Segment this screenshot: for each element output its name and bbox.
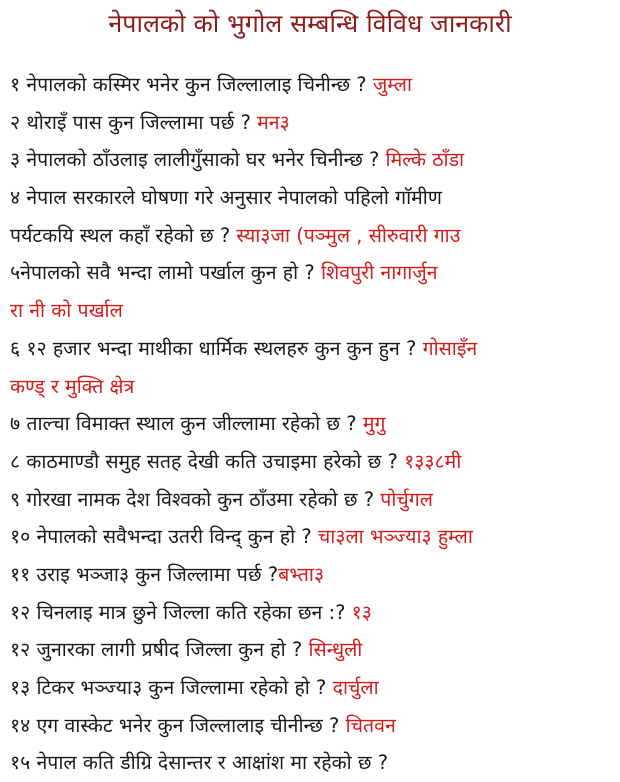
question-text: २ थोराइँ पास कुन जिल्लामा पर्छ ?	[10, 110, 258, 134]
question-text: ८ काठमाण्डौ समुह सतह देखी कति उचाइमा हरेको छ ?	[10, 449, 405, 473]
question-list	[10, 66, 616, 782]
list-item	[10, 669, 616, 707]
answer-text: बभ्ता३	[278, 562, 325, 586]
list-item	[10, 631, 616, 669]
answer-text: चा३ला भञ्ज्या३ हुम्ला	[317, 525, 473, 549]
question-text: १५ नेपाल कति डीग्रि देसान्तर र आक्षांश मा रहेको छ ?	[10, 751, 389, 775]
list-item	[10, 405, 616, 443]
answer-text: शिवपुरी नागार्जुन	[320, 261, 438, 285]
answer-text: दार्चुला	[332, 676, 379, 699]
question-text: ३ नेपालको ठाँउलाइ लालीगुँसाको घर भनेर चिनीन्छ ?	[10, 148, 386, 172]
question-text: ११ उराइ भञ्जा३ कुन जिल्लामा पर्छ ?	[10, 562, 279, 586]
question-text: ४ नेपाल सरकारले घोषणा गरे अनुसार नेपालको पहिलो गाॅमीण	[10, 186, 442, 210]
list-item	[10, 368, 616, 406]
answer-text: कण्ड् र मुक्ति क्षेत्र	[10, 374, 135, 398]
question-text: ६ १२ हजार भन्दा माथीका धार्मिक स्थलहरु कुन कुन हुन ?	[10, 336, 423, 360]
list-item	[10, 707, 616, 745]
list-item	[10, 744, 616, 782]
list-item	[10, 594, 616, 632]
answer-text: १३	[351, 600, 372, 624]
answer-text: मुगु	[362, 412, 386, 436]
answer-text: गोसाइँन	[422, 336, 478, 360]
list-item	[10, 481, 616, 519]
answer-text: रा नी को पर्खाल	[10, 299, 123, 323]
list-item	[10, 292, 616, 330]
question-text: ५नेपालको सवै भन्दा लामो पर्खाल कुन हो ?	[10, 261, 321, 285]
question-text: १२ जुनारका लागी प्रषीद जिल्ला कुन हो ?	[10, 638, 309, 662]
list-item	[10, 217, 616, 255]
answer-text: स्या३जा (पञ्मुल , सीरुवारी गाउ	[236, 223, 461, 247]
list-item	[10, 141, 616, 179]
question-text: ९ गोरखा नामक देश विश्वको कुन ठाँउमा रहेको छ ?	[10, 487, 381, 511]
answer-text: मन३	[257, 110, 290, 134]
list-item	[10, 518, 616, 556]
page-title: नेपालको को भुगोल सम्बन्धि विविध जानकारी	[108, 9, 512, 38]
list-item	[10, 443, 616, 481]
question-text: ७ ताल्चा विमाक्त स्थाल कुन जील्लामा रहेको छ ?	[10, 412, 363, 436]
list-item	[10, 330, 616, 368]
list-item	[10, 556, 616, 594]
list-item	[10, 104, 616, 142]
question-text: १ नेपालको कस्मिर भनेर कुन जिल्लालाइ चिनीन्छ ?	[10, 73, 373, 96]
question-text: पर्यटकयि स्थल कहाँ रहेको छ ?	[10, 223, 237, 247]
list-item	[10, 66, 616, 104]
list-item	[10, 179, 616, 217]
list-item	[10, 254, 616, 292]
answer-text: १३३८मी	[404, 449, 462, 473]
answer-text: पोर्चुगल	[380, 487, 433, 511]
question-text: १३ टिकर भञ्ज्या३ कुन जिल्लामा रहेको हो ?	[10, 676, 333, 699]
answer-text: चितवन	[345, 713, 396, 737]
answer-text: मिल्के ठाँडा	[385, 148, 465, 172]
answer-text: जुम्ला	[372, 73, 412, 96]
question-text: १२ चिनलाइ मात्र छुने जिल्ला कति रहेका छन :?	[10, 600, 352, 624]
question-text: १० नेपालको सवैभन्दा उतरी विन्द् कुन हो ?	[10, 525, 318, 549]
question-text: १४ एग वास्केट भनेर कुन जिल्लालाइ चीनीन्छ ?	[10, 713, 346, 737]
answer-text: सिन्धुली	[308, 638, 363, 662]
